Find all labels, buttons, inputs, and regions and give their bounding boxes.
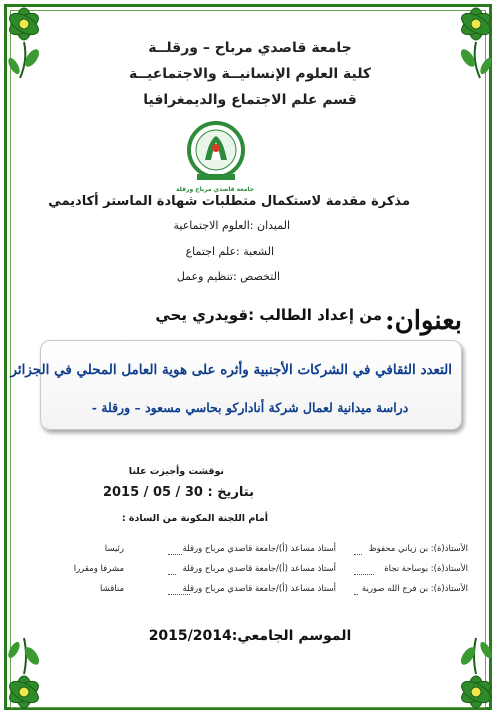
defense-discussed: نوقشت وأجيزت علنا bbox=[128, 466, 224, 477]
department-name: قسم علم الاجتماع والديمغرافيا bbox=[143, 92, 357, 108]
student-name: من إعداد الطالب :قويدري يحي bbox=[155, 306, 382, 324]
title-label: بعنوان: bbox=[385, 306, 462, 336]
defense-date: بتاريخ : 30 / 05 / 2015 bbox=[102, 485, 254, 500]
logo-caption: جامعة قاصدي مرباح ورقلة bbox=[175, 186, 254, 193]
jury-member-role: مناقشا bbox=[100, 584, 124, 594]
floral-corner-top-left-icon bbox=[2, 2, 74, 82]
floral-corner-bottom-left-icon bbox=[2, 634, 74, 714]
jury-member-rank: أستاذ مساعد (أ)/جامعة قاصدي مرباح ورقلة bbox=[182, 564, 336, 574]
jury-member-rank: أستاذ مساعد (أ)/جامعة قاصدي مرباح ورقلة bbox=[182, 544, 336, 554]
jury-row bbox=[20, 564, 468, 580]
university-name: جامعة قاصدي مرباح – ورقلــة bbox=[148, 40, 352, 56]
jury-row bbox=[20, 544, 468, 560]
thesis-title-banner bbox=[10, 340, 462, 430]
thesis-subtitle: دراسة ميدانية لعمال شركة أناداركو بحاسي مسعود – ورقلة - bbox=[91, 400, 409, 415]
jury-member-name: الأستاذ(ة): بوساحة نجاة bbox=[384, 564, 468, 574]
jury-member-role: رئيسا bbox=[104, 544, 124, 554]
memo-statement: مذكرة مقدمة لاستكمال متطلبات شهادة الماستر أكاديمي bbox=[48, 194, 410, 209]
memo-specialty: التخصص :تنظيم وعمل bbox=[176, 270, 280, 283]
jury-member-rank: أستاذ مساعد (أ)/جامعة قاصدي مرباح ورقلة bbox=[182, 584, 336, 594]
dotted-separator bbox=[168, 594, 190, 595]
jury-member-role: مشرفا ومقررا bbox=[73, 564, 124, 574]
jury-member-name: الأستاذ(ة): بن زياني محفوظ bbox=[368, 544, 468, 554]
dotted-separator bbox=[354, 554, 362, 555]
dotted-separator bbox=[168, 554, 182, 555]
university-logo-icon bbox=[185, 118, 247, 186]
thesis-title: التعدد الثقافي في الشركات الأجنبية وأثره على هوية العامل المحلي في الجزائر bbox=[10, 362, 452, 378]
dotted-separator bbox=[354, 574, 374, 575]
jury-row bbox=[20, 584, 468, 600]
academic-season: الموسم الجامعي:2015/2014 bbox=[148, 628, 352, 644]
dotted-separator bbox=[168, 574, 176, 575]
floral-corner-bottom-right-icon bbox=[426, 634, 498, 714]
dotted-separator bbox=[354, 594, 358, 595]
memo-branch: الشعبة :علم اجتماع bbox=[185, 245, 274, 258]
jury-member-name: الأستاذ(ة): بن فرج الله صورية bbox=[361, 584, 468, 594]
committee-heading: أمام اللجنة المكونة من السادة : bbox=[121, 513, 268, 524]
faculty-name: كلية العلوم الإنسانيــة والاجتماعيــة bbox=[128, 66, 372, 82]
memo-field: الميدان :العلوم الاجتماعية bbox=[173, 219, 290, 232]
floral-corner-top-right-icon bbox=[426, 2, 498, 82]
